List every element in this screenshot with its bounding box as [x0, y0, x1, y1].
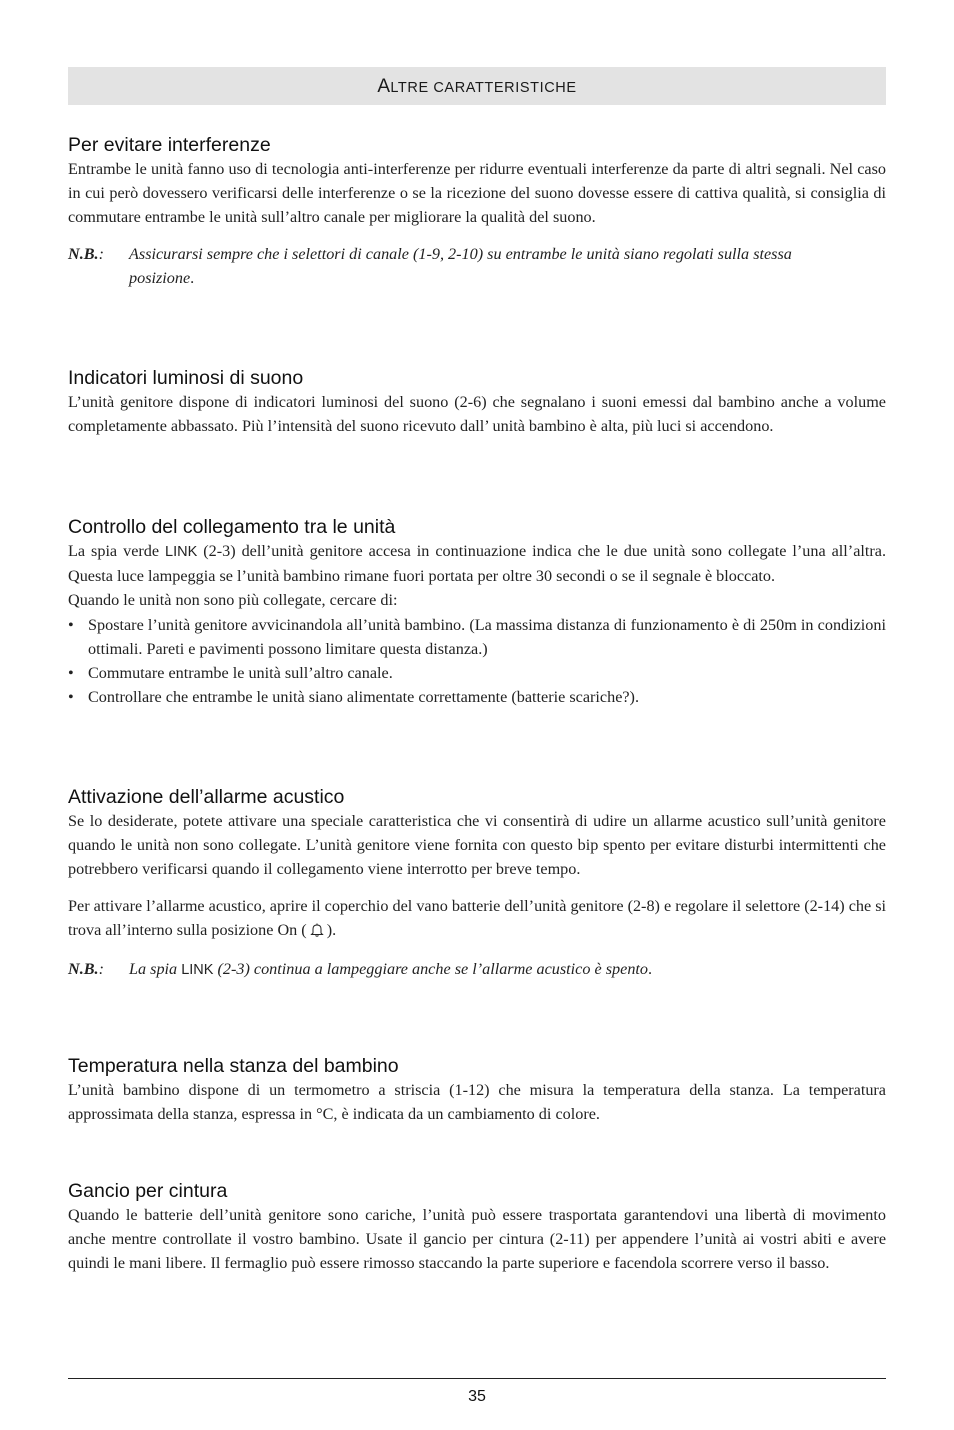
body-alarm: Se lo desiderate, potete attivare una speciale caratteristica che vi consentirà di udire un allarme acustico sull’unità genitore quando le unità non sono collegate. L’unità genitore viene fornita con questo bip spento per evitare disturbi intermittenti che potrebbero verificarsi quando il collegamento viene interrotto per breve tempo.: [68, 812, 886, 879]
section-temperature: [68, 1054, 886, 1126]
note-text: Assicurarsi sempre che i selettori di canale (1-9, 2-10) su entrambe le unità siano regolati sulla stessa posizione.: [129, 244, 792, 287]
heading-sound-lights: Indicatori luminosi di suono: [68, 367, 304, 389]
body-belt-clip: Quando le batterie dell’unità genitore sono cariche, l’unità può essere trasportata garantendovi una libertà di movimento anche mentre controllate il vostro bambino. Usate il gancio per cintura (2-11) per appendere l’unità ai vostri abiti e avere quindi le mani libere. Il fermaglio può essere rimosso staccando la parte superiore e facendola scorrere verso il basso.: [68, 1206, 886, 1273]
list-item: • Controllare che entrambe le unità siano alimentate correttamente (batterie scariche?).: [68, 688, 639, 707]
section-link-check: [68, 515, 886, 709]
banner-title-initial: A: [377, 76, 391, 97]
section-banner: [68, 67, 886, 105]
heading-alarm: Attivazione dell’allarme acustico: [68, 786, 345, 808]
heading-interference: Per evitare interferenze: [68, 134, 271, 156]
bell-icon: [309, 921, 325, 945]
section-belt-clip: [68, 1179, 886, 1276]
list-item: • Spostare l’unità genitore avvicinandola all’unità bambino. (La massima distanza di funzionamento è di 250m in condizioni ottimali. Pareti e pavimenti possono limitare questa distanza.): [68, 615, 886, 658]
note-alarm: [68, 957, 886, 982]
link-check-list: [68, 613, 886, 710]
body-link-check-2: Quando le unità non sono più collegate, cercare di:: [68, 591, 398, 610]
body-link-check: La spia verde LINK (2-3) dell’unità genitore accesa in continuazione indica che le due unità sono collegate l’una all’altra. Questa luce lampeggia se l’unità bambino rimane fuori portata per oltre 30 secondi o se il segnale è bloccato.: [68, 542, 886, 586]
page-number: 35: [468, 1388, 486, 1405]
heading-temperature: Temperatura nella stanza del bambino: [68, 1055, 399, 1077]
list-item: • Commutare entrambe le unità sull’altro canale.: [68, 664, 393, 683]
section-interference: [68, 133, 886, 290]
section-sound-lights: [68, 366, 886, 438]
note-interference: [68, 242, 886, 290]
note-text: La spia LINK (2-3) continua a lampeggiare anche se l’allarme acustico è spento.: [129, 960, 653, 979]
note-label: N.B.:: [68, 244, 104, 263]
body-interference: Entrambe le unità fanno uso di tecnologia anti-interferenze per ridurre eventuali interferenze da parte di altri segnali. Nel caso in cui però dovessero verificarsi delle interferenze o se la ricezione del suono dovesse essere di cattiva qualità, si consiglia di commutare entrambe le unità sull’altro canale per migliorare la qualità del suono.: [68, 160, 886, 227]
section-alarm: [68, 785, 886, 982]
footer-divider: [68, 1378, 886, 1379]
note-label: N.B.:: [68, 960, 104, 979]
body-temperature: L’unità bambino dispone di un termometro a striscia (1-12) che misura la temperatura della stanza. La temperatura approssimata della stanza, espressa in °C, è indicata da un cambiamento di colore.: [68, 1081, 886, 1124]
heading-link-check: Controllo del collegamento tra le unità: [68, 516, 396, 538]
heading-belt-clip: Gancio per cintura: [68, 1180, 228, 1202]
link-label: LINK: [181, 962, 214, 979]
body-sound-lights: L’unità genitore dispone di indicatori luminosi del suono (2-6) che segnalano i suoni emessi dal bambino anche a volume completamente abbassato. Più l’intensità del suono ricevuto dall’ unità bambino è alta, più luci si accendono.: [68, 393, 886, 436]
banner-title-rest: LTRE CARATTERISTICHE: [390, 80, 577, 96]
body-alarm-2: Per attivare l’allarme acustico, aprire il coperchio del vano batterie dell’unità genitore (2-8) e regolare il selettore (2-14) che si trova all’interno sulla posizione On ( ).: [68, 894, 886, 945]
link-label: LINK: [165, 544, 198, 560]
